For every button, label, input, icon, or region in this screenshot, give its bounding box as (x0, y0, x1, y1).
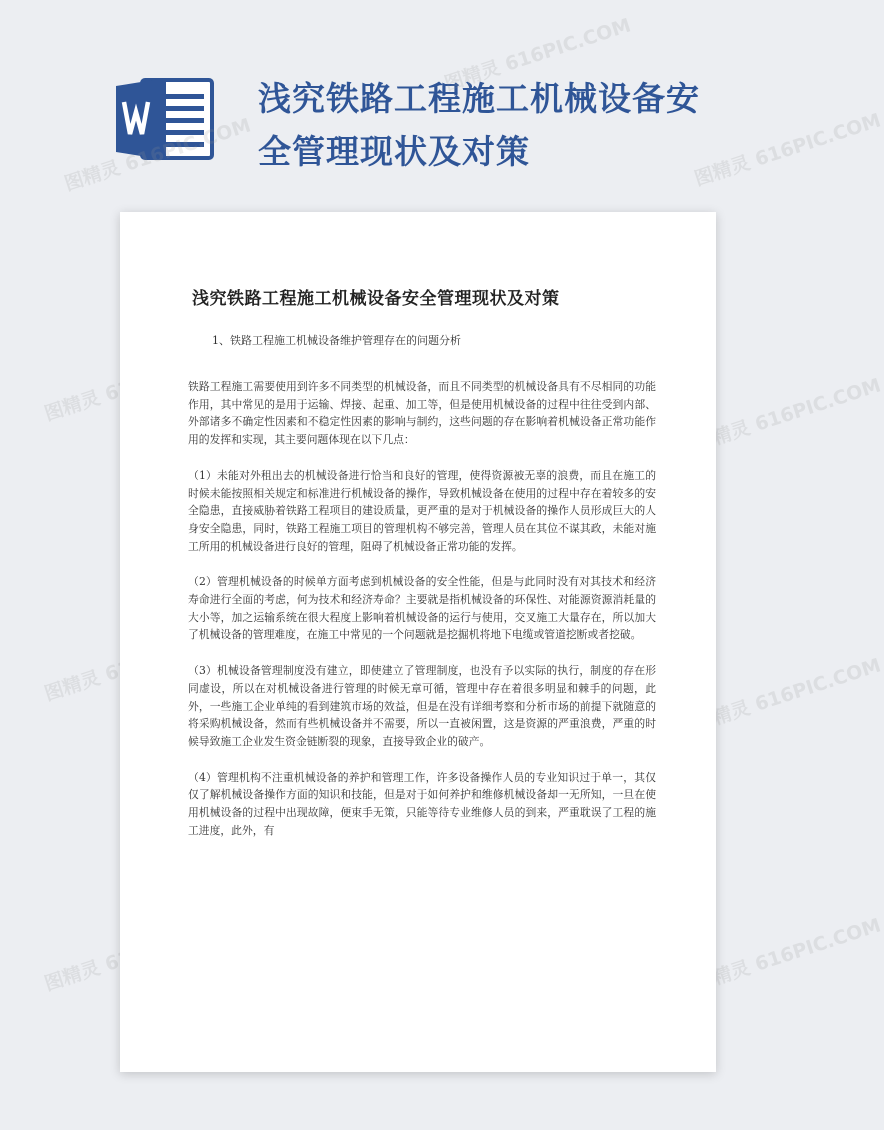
paragraph: （3）机械设备管理制度没有建立，即使建立了管理制度，也没有予以实际的执行，制度的存在形同虚设，所以在对机械设备进行管理的时候无章可循，管理中存在着很多明显和棘手的问题，此外，一些施工企业单纯的看到建筑市场的效益，但是在没有详细考察和分析市场的前提下就随意的将采购机械设备，然而有些机械设备并不需要，所以一直被闲置，这是资源的严重浪费，严重的时候导致施工企业发生资金链断裂的现象，直接导致企业的破产。 (188, 664, 656, 748)
paragraph: （4）管理机构不注重机械设备的养护和管理工作，许多设备操作人员的专业知识过于单一，其仅仅了解机械设备操作方面的知识和技能，但是对于如何养护和维修机械设备却一无所知，一旦在使用机械设备的过程中出现故障，便束手无策，只能等待专业维修人员的到来，严重耽误了工程的施工进度，此外，有 (188, 770, 656, 837)
watermark: 图精灵 (61, 156, 123, 196)
watermark: 图精灵 616PIC.COM (691, 109, 884, 191)
paragraph: （1）未能对外租出去的机械设备进行恰当和良好的管理，使得资源被无辜的浪费，而且在施工的时候未能按照相关规定和标准进行机械设备的操作，导致机械设备在使用的过程中存在着较多的安全隐患，直接威胁着铁路工程项目的建设质量，更严重的是对于机械设备的操作人员形成巨大的人身安全隐患，同时，铁路工程施工项目的管理机构不够完善，管理人员在其位不谋其政，未能对施工所用的机械设备进行良好的管理，阻碍了机械设备正常功能的发挥。 (188, 468, 656, 553)
watermark: 图精灵 616PIC.COM (691, 914, 884, 996)
body-text (188, 378, 656, 857)
page-title: 浅究铁路工程施工机械设备安全管理现状及对策 (192, 289, 560, 309)
watermark: 图精灵 616PIC.COM (441, 14, 634, 96)
paragraph: 铁路工程施工需要使用到许多不同类型的机械设备，而且不同类型的机械设备具有不尽相同的功能作用，其中常见的是用于运输、焊接、起重、加工等，但是使用机械设备的过程中往往受到内部、外部诸多不确定性因素和不稳定性因素的影响与制约，这些问题的存在影响着机械设备正常功能作用的发挥和实现，其主要问题体现在以下几点： (188, 380, 656, 447)
watermark: 图精灵 (41, 386, 103, 426)
paragraph: （2）管理机械设备的时候单方面考虑到机械设备的安全性能，但是与此同时没有对其技术和经济寿命进行全面的考虑，何为技术和经济寿命？主要就是指机械设备的环保性、对能源资源消耗量的大小等，加之运输系统在很大程度上影响着机械设备的运行与使用，交叉施工大量存在，所以加大了机械设备的管理难度，在施工中常见的一个问题就是挖掘机将地下电缆或管道挖断或者挖破。 (188, 575, 656, 642)
document-title: 浅究铁路工程施工机械设备安全管理现状及对策 (258, 79, 700, 171)
watermark: 图精灵 (41, 666, 103, 706)
document-page (120, 212, 716, 1072)
section-heading: 1、铁路工程施工机械设备维护管理存在的问题分析 (212, 334, 461, 347)
word-document-icon (114, 76, 214, 162)
header (0, 0, 800, 205)
watermark: 图精灵 (41, 956, 103, 996)
watermark: 图精灵 616PIC.COM (691, 654, 884, 736)
watermark: 图精灵 616PIC.COM (691, 374, 884, 456)
